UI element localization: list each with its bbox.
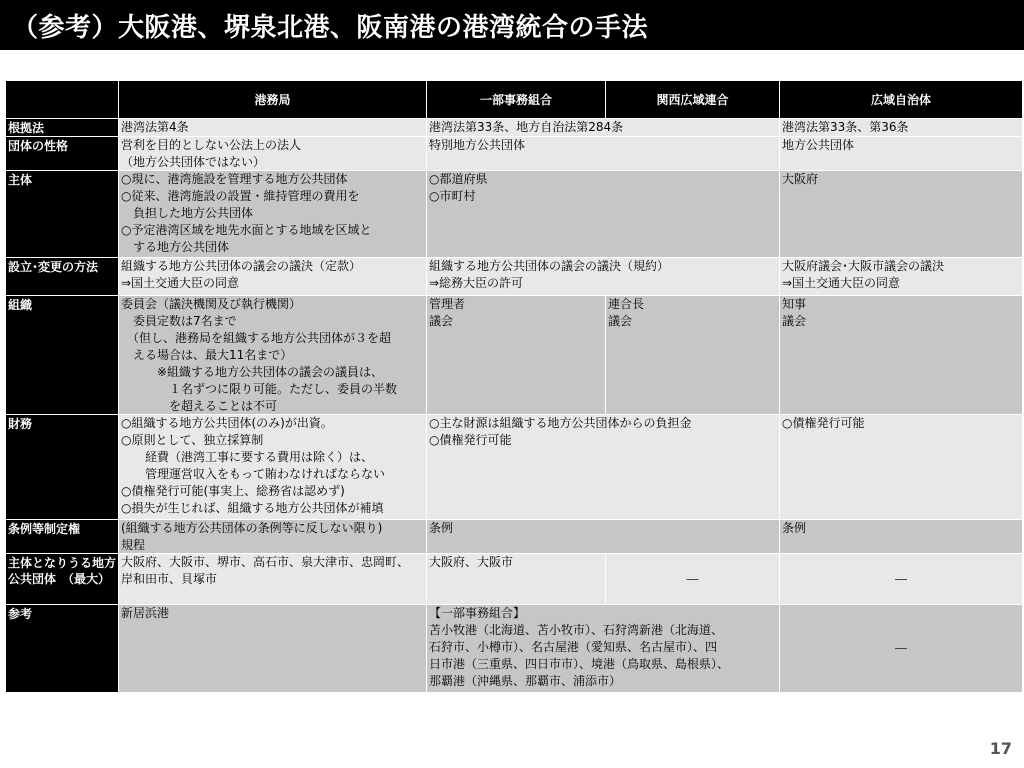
cell-line: ○損失が生じれば、組織する地方公共団体が補填 (121, 501, 384, 515)
cell-line: 管理運営収入をもって賄わなければならない (121, 467, 386, 481)
cell-line: 港湾法第33条、第36条 (782, 120, 909, 134)
cell-line: 苫小牧港（北海道、苫小牧市）、石狩湾新港（北海道、 (429, 623, 724, 637)
cell-line: ※組織する地方公共団体の議会の議員は、 (121, 365, 384, 379)
nature-port-authority (119, 137, 426, 170)
cell-line: 委員定数は7名まで (121, 314, 237, 328)
cell-line: （地方公共団体ではない） (121, 155, 266, 169)
cell-line: を超えることは不可 (121, 399, 278, 413)
cell-line: ○原則として、独立採算制 (121, 433, 264, 447)
cell-line: 管理者 (429, 297, 466, 311)
cell-line: ○市町村 (429, 189, 476, 203)
cell-line: 大阪府 (782, 172, 819, 186)
cell-line: 連合長 (608, 297, 645, 311)
header-port-authority: 港務局 (119, 81, 426, 118)
reference-port-authority (119, 605, 426, 692)
establish-port-authority (119, 258, 426, 295)
cell-line: 営利を目的としない公法上の法人 (121, 138, 302, 152)
cell-line: 大阪府議会･大阪市議会の議決 (782, 259, 945, 273)
header-corner (6, 81, 118, 118)
cell-line: 規程 (121, 538, 146, 552)
cell-line: ○組織する地方公共団体(のみ)が出資。 (121, 416, 333, 430)
cell-line: 港湾法第4条 (121, 120, 189, 134)
cell-line: 知事 (782, 297, 807, 311)
cell-line: (組織する地方公共団体の条例等に反しない限り) (121, 521, 383, 535)
row-label-reference: 参考 (6, 605, 118, 692)
ordinance-wide-area (780, 520, 1022, 553)
cell-line: ⇒国土交通大臣の同意 (121, 276, 240, 290)
cell-line: １名ずつに限り可能。ただし、委員の半数 (121, 382, 398, 396)
subject-partial-union (427, 171, 779, 257)
page-number: 17 (989, 739, 1012, 758)
subject-port-authority (119, 171, 426, 257)
reference-wide-area: ― (780, 605, 1022, 692)
ordinance-port-authority (119, 520, 426, 553)
title-bar (0, 0, 1024, 50)
organization-partial-union (427, 296, 605, 414)
organization-port-authority (119, 296, 426, 414)
establish-wide-area (780, 258, 1022, 295)
organization-wide-area (780, 296, 1022, 414)
cell-line: ○主な財源は組織する地方公共団体からの負担金 (429, 416, 692, 430)
cell-line: ○債権発行可能 (429, 433, 512, 447)
row-label-finance: 財務 (6, 415, 118, 519)
nature-wide-area (780, 137, 1022, 170)
subject-wide-area (780, 171, 1022, 257)
cell-line: 条例 (429, 521, 454, 535)
cell-line: ○債権発行可能(事実上、総務省は認めず) (121, 484, 345, 498)
header-partial-affairs-union: 一部事務組合 (427, 81, 605, 118)
cell-line: 石狩市、小樽市）、名古屋港（愛知県、名古屋市）、四 (429, 640, 718, 654)
cell-line: 日市港（三重県、四日市市）、境港（鳥取県、島根県）、 (429, 657, 730, 671)
finance-port-authority (119, 415, 426, 519)
comparison-table (6, 81, 1018, 687)
cell-line: 議会 (608, 314, 633, 328)
cell-line: 組織する地方公共団体の議会の議決（定款） (121, 259, 362, 273)
reference-partial-union (427, 605, 779, 692)
cell-line: 大阪府、大阪市、堺市、高石市、泉大津市、忠岡町、 (121, 555, 410, 569)
cell-line: 【一部事務組合】 (429, 606, 526, 620)
basis-partial-union (427, 119, 779, 136)
members-partial-union (427, 554, 605, 604)
cell-line: する地方公共団体 (121, 240, 230, 254)
cell-line: える場合は、最大11名まで） (121, 348, 293, 362)
cell-line: 港湾法第33条、地方自治法第284条 (429, 120, 624, 134)
row-label-ordinance: 条例等制定権 (6, 520, 118, 553)
cell-line: 負担した地方公共団体 (121, 206, 254, 220)
nature-partial-union (427, 137, 779, 170)
finance-wide-area (780, 415, 1022, 519)
cell-line: 新居浜港 (121, 606, 170, 620)
row-label-nature: 団体の性格 (6, 137, 118, 170)
row-label-basis: 根拠法 (6, 119, 118, 136)
members-kansai-union: ― (606, 554, 779, 604)
cell-line: ○従来、港湾施設の設置・維持管理の費用を (121, 189, 360, 203)
ordinance-partial-union (427, 520, 779, 553)
header-wide-area-government: 広域自治体 (780, 81, 1022, 118)
cell-line: ⇒国土交通大臣の同意 (782, 276, 901, 290)
finance-partial-union (427, 415, 779, 519)
cell-line: 那覇港（沖縄県、那覇市、浦添市） (429, 674, 622, 688)
basis-wide-area (780, 119, 1022, 136)
cell-line: 議会 (429, 314, 454, 328)
cell-line: ○都道府県 (429, 172, 488, 186)
row-label-subject: 主体 (6, 171, 118, 257)
cell-line: 岸和田市、貝塚市 (121, 572, 218, 586)
header-kansai-union: 関西広域連合 (606, 81, 779, 118)
cell-line: 地方公共団体 (782, 138, 855, 152)
cell-line: 特別地方公共団体 (429, 138, 526, 152)
cell-line: 条例 (782, 521, 807, 535)
cell-line: ○現に、港湾施設を管理する地方公共団体 (121, 172, 348, 186)
cell-line: ○債権発行可能 (782, 416, 865, 430)
cell-line: （但し、港務局を組織する地方公共団体が３を超 (121, 331, 392, 345)
cell-line: ○予定港湾区域を地先水面とする地域を区域と (121, 223, 372, 237)
cell-line: 組織する地方公共団体の議会の議決（規約） (429, 259, 670, 273)
members-wide-area: ― (780, 554, 1022, 604)
basis-port-authority (119, 119, 426, 136)
members-port-authority (119, 554, 426, 604)
cell-line: 経費（港湾工事に要する費用は除く）は、 (121, 450, 374, 464)
cell-line: 大阪府、大阪市 (429, 555, 514, 569)
establish-partial-union (427, 258, 779, 295)
row-label-organization: 組織 (6, 296, 118, 414)
cell-line: 議会 (782, 314, 807, 328)
organization-kansai-union (606, 296, 779, 414)
row-label-establish: 設立･変更の方法 (6, 258, 118, 295)
slide-title: （参考）大阪港、堺泉北港、阪南港の港湾統合の手法 (12, 12, 649, 43)
cell-line: 委員会（議決機関及び執行機関） (121, 297, 302, 311)
cell-line: ⇒総務大臣の許可 (429, 276, 524, 290)
row-label-members: 主体となりうる地方公共団体 （最大） (6, 554, 118, 604)
